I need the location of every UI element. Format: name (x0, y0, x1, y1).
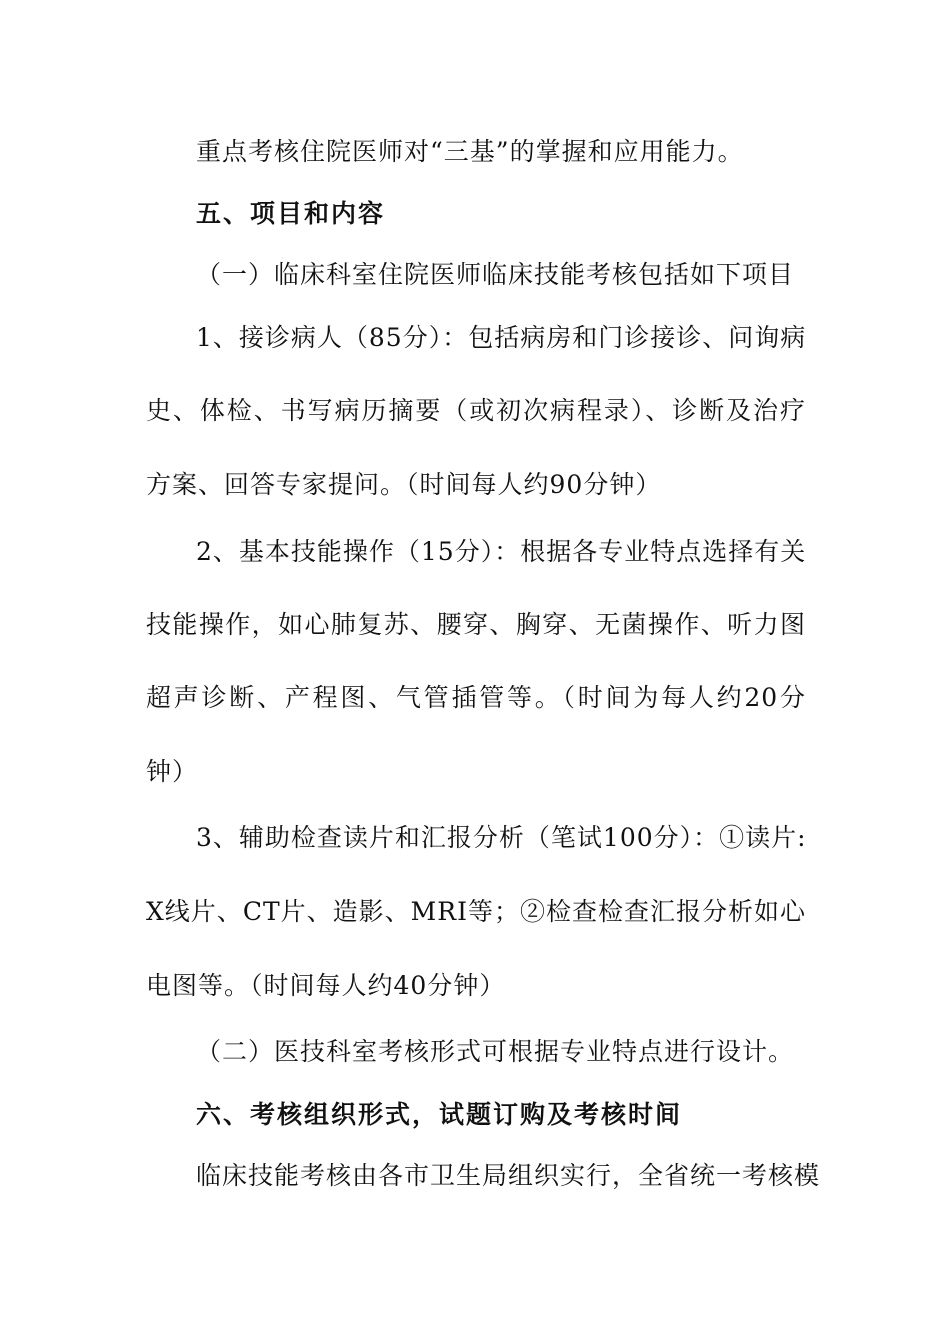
section-heading-five: 五、项目和内容 (196, 199, 386, 228)
item-2-line-1: 2、基本技能操作（15分）：根据各专业特点选择有关 (196, 537, 807, 566)
item-2-line-4: 钟） (146, 757, 199, 786)
item-3-line-1: 3、辅助检查读片和汇报分析（笔试100分）：①读片: (196, 823, 807, 852)
paragraph-line-intro: 重点考核住院医师对“三基”的掌握和应用能力。 (196, 137, 744, 166)
item-3-line-3: 电图等。（时间每人约40分钟） (146, 971, 506, 1000)
subsection-heading-one: （一）临床科室住院医师临床技能考核包括如下项目 (196, 260, 795, 289)
subsection-heading-two: （二）医技科室考核形式可根据专业特点进行设计。 (196, 1037, 795, 1066)
item-1-line-2: 史、体检、书写病历摘要（或初次病程录）、诊断及治疗 (146, 396, 806, 425)
item-1-line-1: 1、接诊病人（85分）：包括病房和门诊接诊、问询病 (196, 323, 807, 352)
paragraph-line-organization: 临床技能考核由各市卫生局组织实行，全省统一考核模 (196, 1161, 821, 1190)
item-1-line-3: 方案、回答专家提问。（时间每人约90分钟） (146, 470, 662, 499)
item-2-line-2: 技能操作，如心肺复苏、腰穿、胸穿、无菌操作、听力图 (146, 610, 806, 639)
item-3-line-2: X线片、CT片、造影、MRI等；②检查检查汇报分析如心 (146, 897, 806, 926)
section-heading-six: 六、考核组织形式，试题订购及考核时间 (196, 1100, 683, 1129)
item-2-line-3: 超声诊断、产程图、气管插管等。（时间为每人约20分 (146, 683, 806, 712)
